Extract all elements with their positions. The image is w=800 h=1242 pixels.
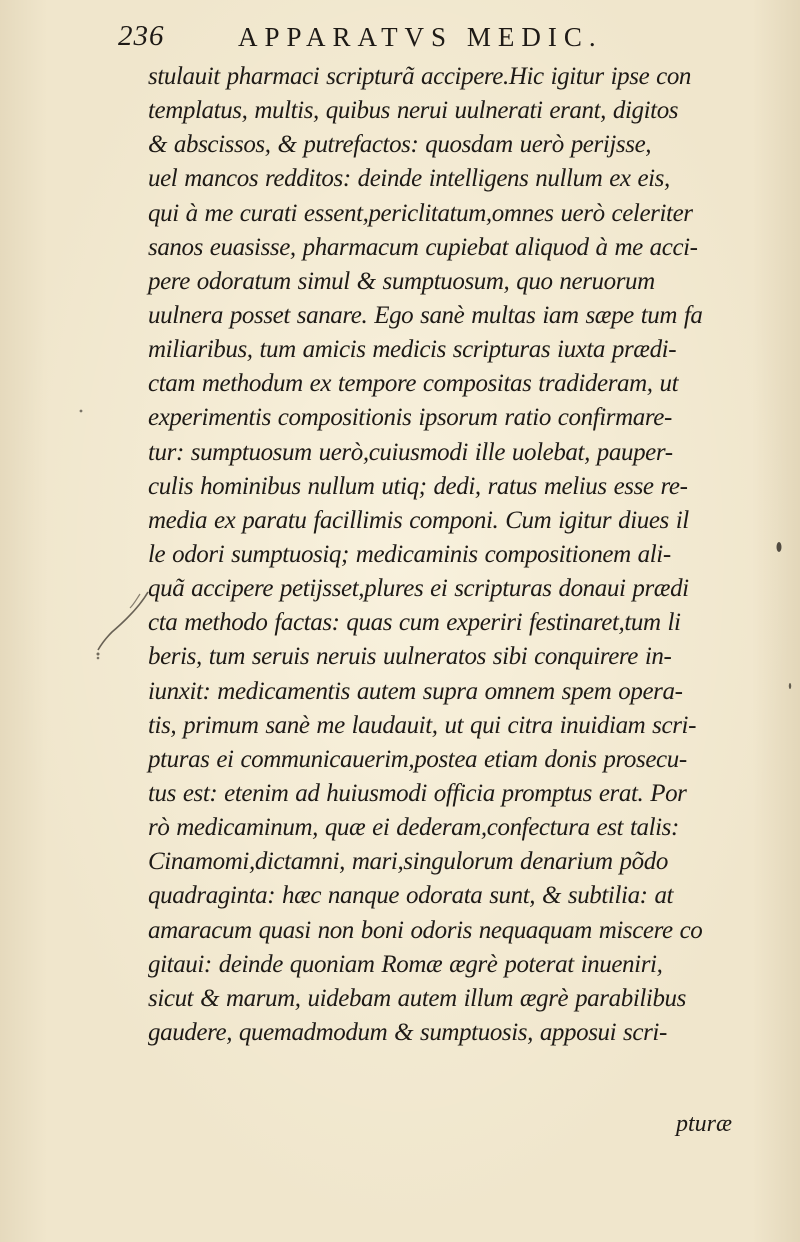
text-line: pere odoratum simul & sumptuosum, quo neruorum <box>148 267 655 295</box>
text-line: ctam methodum ex tempore compositas tradideram, ut <box>148 370 679 398</box>
text-line: le odori sumptuosiq; medicaminis compositionem ali- <box>148 540 671 568</box>
text-line: miliaribus, tum amicis medicis scripturas iuxta prædi- <box>148 336 677 364</box>
ink-speck <box>95 655 101 661</box>
text-line: sicut & marum, uidebam autem illum ægrè parabilibus <box>148 984 686 1012</box>
ink-speck <box>774 540 784 554</box>
text-line: tur: sumptuosum uerò,cuiusmodi ille uolebat, pauper- <box>148 438 673 466</box>
text-line: gaudere, quemadmodum & sumptuosis, apposui scri- <box>148 1018 667 1046</box>
text-line: beris, tum seruis neruis uulneratos sibi conquirere in- <box>148 643 672 671</box>
text-line: rò medicaminum, quæ ei dederam,confectura est talis: <box>148 814 679 842</box>
text-line: iunxit: medicamentis autem supra omnem spem opera- <box>148 677 683 705</box>
text-line: quã accipere petijsset,plures ei scripturas donaui prædi <box>148 575 689 603</box>
text-line: templatus, multis, quibus nerui uulnerati erant, digitos <box>148 97 679 125</box>
text-line: experimentis compositionis ipsorum ratio confirmare- <box>148 404 672 432</box>
text-line: & abscissos, & putrefactos: quosdam uerò perijsse, <box>148 131 652 159</box>
text-line: tus est: etenim ad huiusmodi officia promptus erat. Por <box>148 779 687 807</box>
text-line: tis, primum sanè me laudauit, ut qui citra inuidiam scri- <box>148 711 696 739</box>
text-line: uulnera posset sanare. Ego sanè multas iam sæpe tum fa <box>148 301 703 329</box>
catchword: pturæ <box>676 1111 733 1137</box>
text-line: qui à me curati essent,periclitatum,omnes uerò celeriter <box>148 199 693 227</box>
text-line: uel mancos redditos: deinde intelligens nullum ex eis, <box>148 165 670 193</box>
ink-speck <box>787 682 793 690</box>
text-line: Cinamomi,dictamni, mari,singulorum denarium põdo <box>148 848 668 876</box>
text-line: culis hominibus nullum utiq; dedi, ratus melius esse re- <box>148 472 688 500</box>
text-line: sanos euasisse, pharmacum cupiebat aliquod à me acci- <box>148 233 698 261</box>
page-header <box>118 20 718 60</box>
ink-speck <box>78 408 84 414</box>
body-text <box>148 60 748 1050</box>
running-head: APPARATVS MEDIC. <box>238 22 603 52</box>
text-line: stulauit pharmaci scripturã accipere.Hic igitur ipse con <box>148 63 692 90</box>
page-number: 236 <box>118 20 165 52</box>
text-line: quadraginta: hæc nanque odorata sunt, & subtilia: at <box>148 882 674 910</box>
text-line: gitaui: deinde quoniam Romæ ægrè poterat inueniri, <box>148 950 663 978</box>
text-line: cta methodo factas: quas cum experiri festinaret,tum li <box>148 609 681 637</box>
text-line: pturas ei communicauerim,postea etiam donis prosecu- <box>148 745 687 773</box>
text-line: amaracum quasi non boni odoris nequaquam miscere co <box>148 916 703 944</box>
text-line: media ex paratu facillimis componi. Cum igitur diues il <box>148 506 689 534</box>
